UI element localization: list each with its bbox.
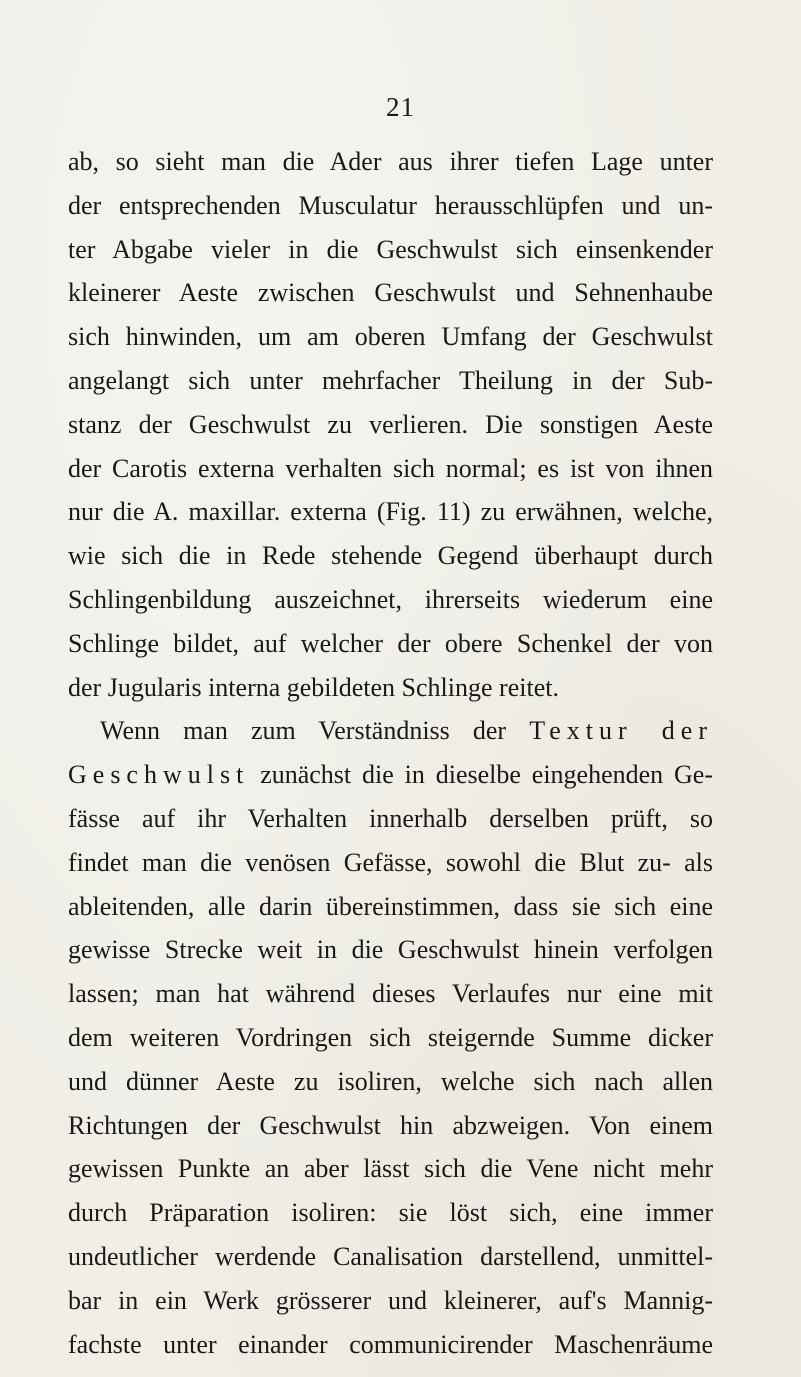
- paragraph-end-line: der Jugularis interna gebildeten Schlinge reitet.: [68, 672, 559, 702]
- text-line: fachste unter einander communicirender Maschenräume: [68, 1329, 713, 1359]
- text-line: lassen; man hat während dieses Verlaufes nur eine mit: [68, 979, 713, 1009]
- text-segment: zunächst die in dieselbe eingehenden Ge-: [249, 760, 713, 790]
- text-line: fässe auf ihr Verhalten innerhalb derselben prüft, so: [68, 803, 713, 833]
- text-line: ab, so sieht man die Ader aus ihrer tiefen Lage unter: [68, 147, 713, 176]
- text-line: der Carotis externa verhalten sich normal; es ist von ihnen: [68, 453, 713, 483]
- text-line: [68, 753, 713, 797]
- emphasized-term: Geschwulst: [68, 760, 250, 790]
- text-line: gewissen Punkte an aber lässt sich die Vene nicht mehr: [68, 1154, 713, 1184]
- text-line: findet man die venösen Gefässe, sowohl die Blut zu- als: [68, 847, 713, 877]
- text-line: bar in ein Werk grösserer und kleinerer, auf's Mannig-: [68, 1285, 713, 1315]
- text-line: der entsprechenden Musculatur herausschlüpfen und un-: [68, 190, 713, 220]
- text-line: kleinerer Aeste zwischen Geschwulst und Sehnenhaube: [68, 278, 713, 308]
- text-line: stanz der Geschwulst zu verlieren. Die sonstigen Aeste: [68, 409, 713, 439]
- text-line: ter Abgabe vieler in die Geschwulst sich einsenkender: [68, 234, 713, 264]
- text-line: Schlingenbildung auszeichnet, ihrerseits wiederum eine: [68, 584, 713, 614]
- text-line: angelangt sich unter mehrfacher Theilung in der Sub-: [68, 365, 713, 395]
- body-text: [68, 140, 713, 1366]
- text-line: dem weiteren Vordringen sich steigernde Summe dicker: [68, 1022, 713, 1052]
- text-line: Richtungen der Geschwulst hin abzweigen. Von einem: [68, 1110, 713, 1140]
- page-number: 21: [386, 92, 415, 122]
- text-line: undeutlicher werdende Canalisation darstellend, unmittel-: [68, 1241, 713, 1271]
- text-segment: Wenn man zum Verständniss der: [100, 716, 530, 746]
- text-line: Schlinge bildet, auf welcher der obere Schenkel der von: [68, 628, 713, 658]
- text-line: sich hinwinden, um am oberen Umfang der Geschwulst: [68, 322, 713, 352]
- text-line: ableitenden, alle darin übereinstimmen, dass sie sich eine: [68, 891, 713, 921]
- text-line: wie sich die in Rede stehende Gegend überhaupt durch: [68, 541, 713, 571]
- text-line: und dünner Aeste zu isoliren, welche sich nach allen: [68, 1066, 713, 1096]
- text-line: nur die A. maxillar. externa (Fig. 11) zu erwähnen, welche,: [68, 497, 713, 527]
- text-line: durch Präparation isoliren: sie löst sich, eine immer: [68, 1198, 713, 1228]
- paragraph-start-line: [68, 709, 713, 753]
- emphasized-term: Textur der: [529, 716, 713, 746]
- text-line: gewisse Strecke weit in die Geschwulst hinein verfolgen: [68, 935, 713, 965]
